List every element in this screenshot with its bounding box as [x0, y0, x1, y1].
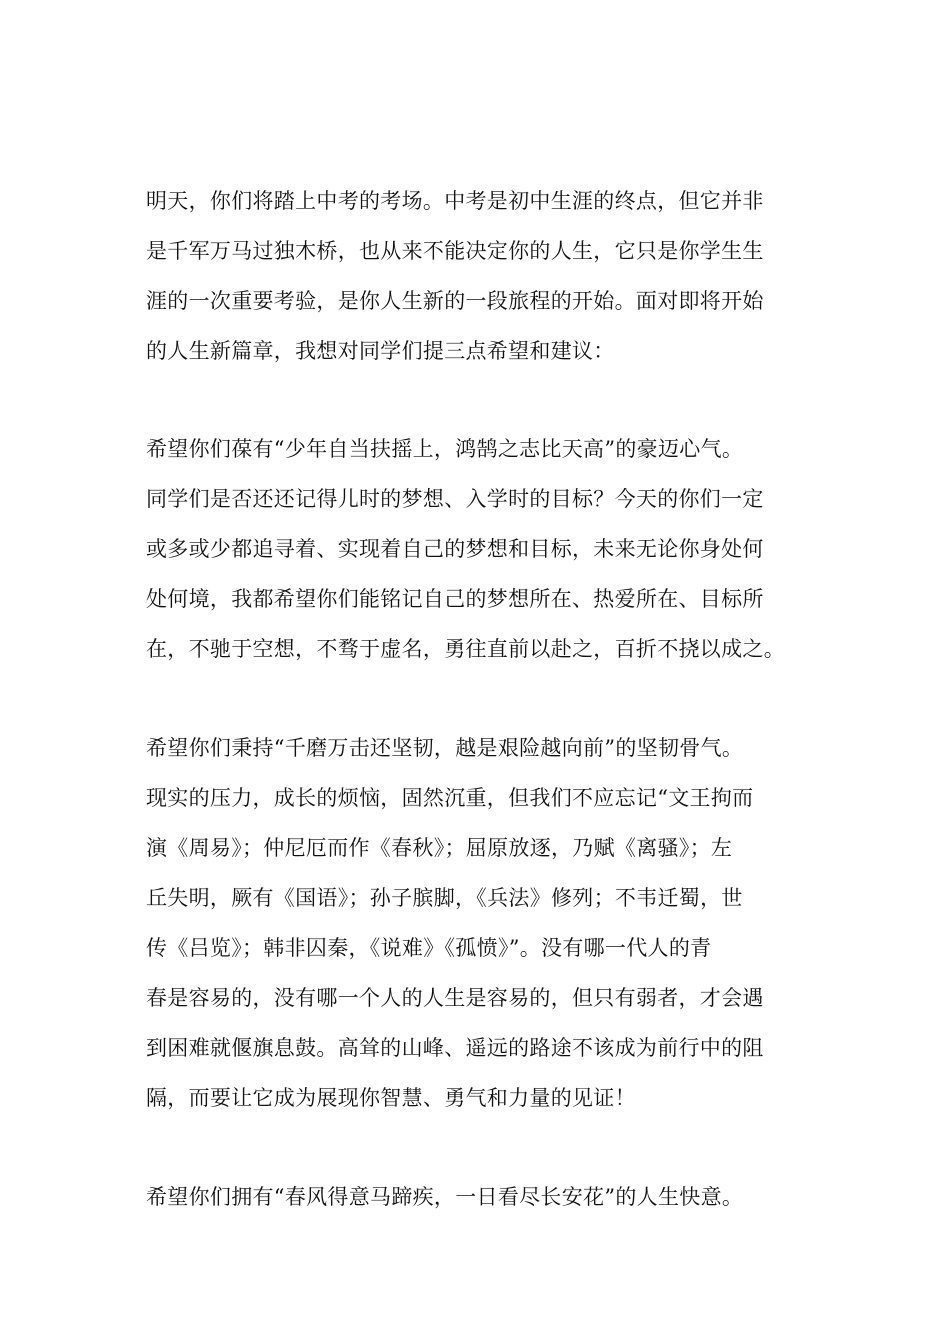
text-line: 希望你们葆有“少年自当扶摇上，鸿鹄之志比天高”的豪迈心气。 [146, 437, 744, 461]
text-line: 现实的压力，成长的烦恼，固然沉重，但我们不应忘记“文王拘而 [146, 786, 754, 810]
text-line: 到困难就偃旗息鼓。高耸的山峰、遥远的路途不该成为前行中的阻 [146, 1036, 764, 1060]
text-line: 处何境，我都希望你们能铭记自己的梦想所在、热爱所在、目标所 [146, 587, 764, 611]
text-line: 演《周易》；仲尼厄而作《春秋》；屈原放逐，乃赋《离骚》；左 [146, 836, 733, 860]
text-line: 同学们是否还还记得儿时的梦想、入学时的目标？今天的你们一定 [146, 487, 764, 511]
text-line: 明天，你们将踏上中考的考场。中考是初中生涯的终点，但它并非 [146, 189, 764, 213]
text-line: 春是容易的，没有哪一个人的人生是容易的，但只有弱者，才会遇 [146, 986, 764, 1010]
text-line: 希望你们拥有“春风得意马蹄疾，一日看尽长安花”的人生快意。 [146, 1185, 744, 1209]
text-line: 丘失明，厥有《国语》；孙子膑脚，《兵法》修列；不韦迁蜀，世 [146, 886, 743, 910]
text-line: 希望你们秉持“千磨万击还坚韧，越是艰险越向前”的坚韧骨气。 [146, 736, 744, 760]
text-line: 隔，而要让它成为展现你智慧、勇气和力量的见证！ [146, 1086, 636, 1110]
text-line: 的人生新篇章，我想对同学们提三点希望和建议： [146, 339, 615, 363]
text-line: 是千军万马过独木桥，也从来不能决定你的人生，它只是你学生生 [146, 239, 764, 263]
text-line: 传《吕览》；韩非囚秦，《说难》《孤愤》”。没有哪一代人的青 [146, 936, 712, 960]
text-line: 在，不驰于空想，不骛于虚名，勇往直前以赴之，百折不挠以成之。 [146, 637, 785, 661]
text-line: 涯的一次重要考验，是你人生新的一段旅程的开始。面对即将开始 [146, 289, 764, 313]
text-line: 或多或少都追寻着、实现着自己的梦想和目标，未来无论你身处何 [146, 537, 764, 561]
